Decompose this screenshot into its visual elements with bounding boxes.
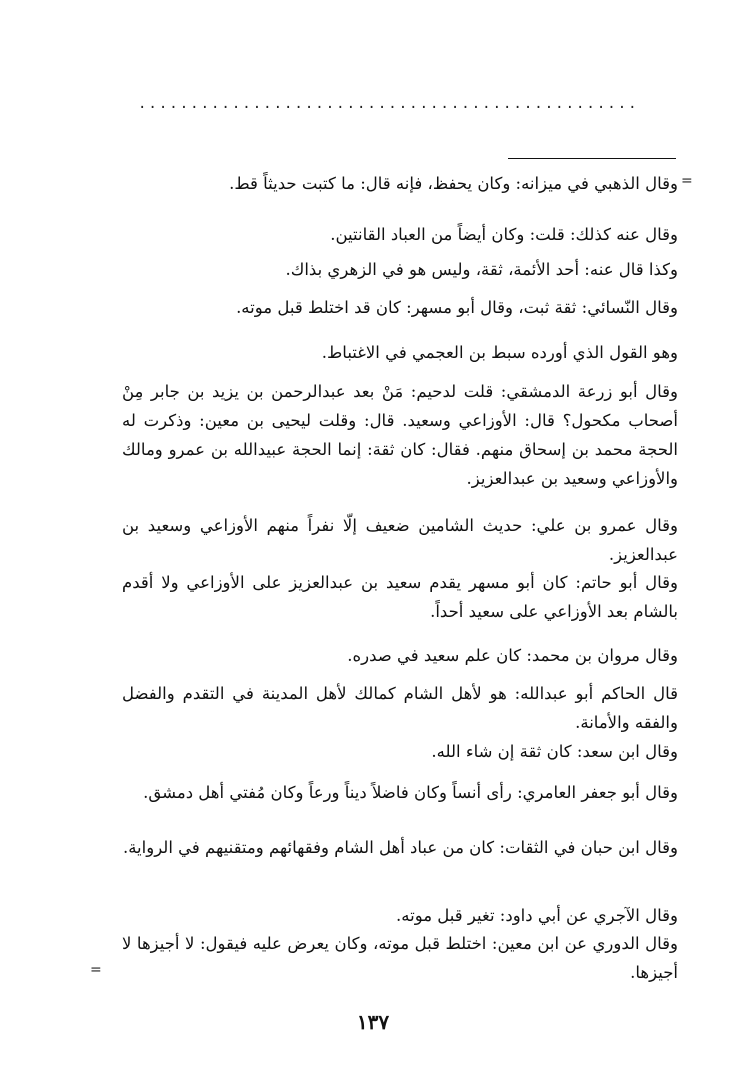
paragraph-amiri: وقال أبو جعفر العامري: رأى أنساً وكان فاضلاً ديناً ورعاً وكان مُفتي أهل دمشق. bbox=[143, 783, 678, 802]
paragraph-imams: وكذا قال عنه: أحد الأئمة، ثقة، وليس هو في الزهري بذاك. bbox=[285, 260, 678, 279]
paragraph-ajurri: وقال الآجري عن أبي داود: تغير قبل موته. bbox=[396, 906, 678, 925]
paragraph-also-said: وقال عنه كذلك: قلت: وكان أيضاً من العباد القانتين. bbox=[330, 225, 678, 244]
margin-marker-bottom: = bbox=[90, 962, 102, 978]
paragraph-abu-hatim: وقال أبو حاتم: كان أبو مسهر يقدم سعيد بن عبدالعزيز على الأوزاعي ولا أقدم بالشام بعد الأوزاعي على سعيد أحداً. bbox=[122, 573, 678, 621]
page-number: ١٣٧ bbox=[356, 1010, 390, 1034]
paragraph-hakim: قال الحاكم أبو عبدالله: هو لأهل الشام كمالك لأهل المدينة في التقدم والفضل والفقه والأمانة. bbox=[122, 684, 678, 732]
paragraph-amr-bin-ali: وقال عمرو بن علي: حديث الشامين ضعيف إلّا نفراً منهم الأوزاعي وسعيد بن عبدالعزيز. bbox=[122, 516, 678, 564]
margin-marker-top: = bbox=[681, 173, 693, 189]
paragraph-abu-zura: وقال أبو زرعة الدمشقي: قلت لدحيم: مَنْ بعد عبدالرحمن بن يزيد بن جابر مِنْ أصحاب مكحول؟ قال: الأوزاعي وسعيد. قال: وقلت ليحيى بن معين: وذكرت له الحجة محمد بن إسحاق منهم. فقال: كان ثقة: إنما الحجة عبيدالله بن عمرو ومالك والأوزاعي وسعيد بن عبدالعزيز. bbox=[122, 382, 678, 488]
paragraph-duri: وقال الدوري عن ابن معين: اختلط قبل موته، وكان يعرض عليه فيقول: لا أجيزها لا أجيزها. bbox=[122, 934, 678, 982]
paragraph-ightibat: وهو القول الذي أورده سبط بن العجمي في الاغتباط. bbox=[321, 343, 678, 362]
paragraph-nasai: وقال النّسائي: ثقة ثبت، وقال أبو مسهر: كان قد اختلط قبل موته. bbox=[236, 298, 678, 317]
header-dotted-line: ................................................ bbox=[138, 96, 639, 112]
paragraph-dhahabi: وقال الذهبي في ميزانه: وكان يحفظ، فإنه قال: ما كتبت حديثاً قط. bbox=[229, 174, 678, 193]
footnote-divider bbox=[508, 158, 676, 159]
paragraph-marwan: وقال مروان بن محمد: كان علم سعيد في صدره. bbox=[347, 646, 678, 665]
paragraph-ibn-sad: وقال ابن سعد: كان ثقة إن شاء الله. bbox=[431, 742, 678, 761]
paragraph-ibn-hibban: وقال ابن حبان في الثقات: كان من عباد أهل الشام وفقهائهم ومتقنيهم في الرواية. bbox=[122, 838, 678, 857]
